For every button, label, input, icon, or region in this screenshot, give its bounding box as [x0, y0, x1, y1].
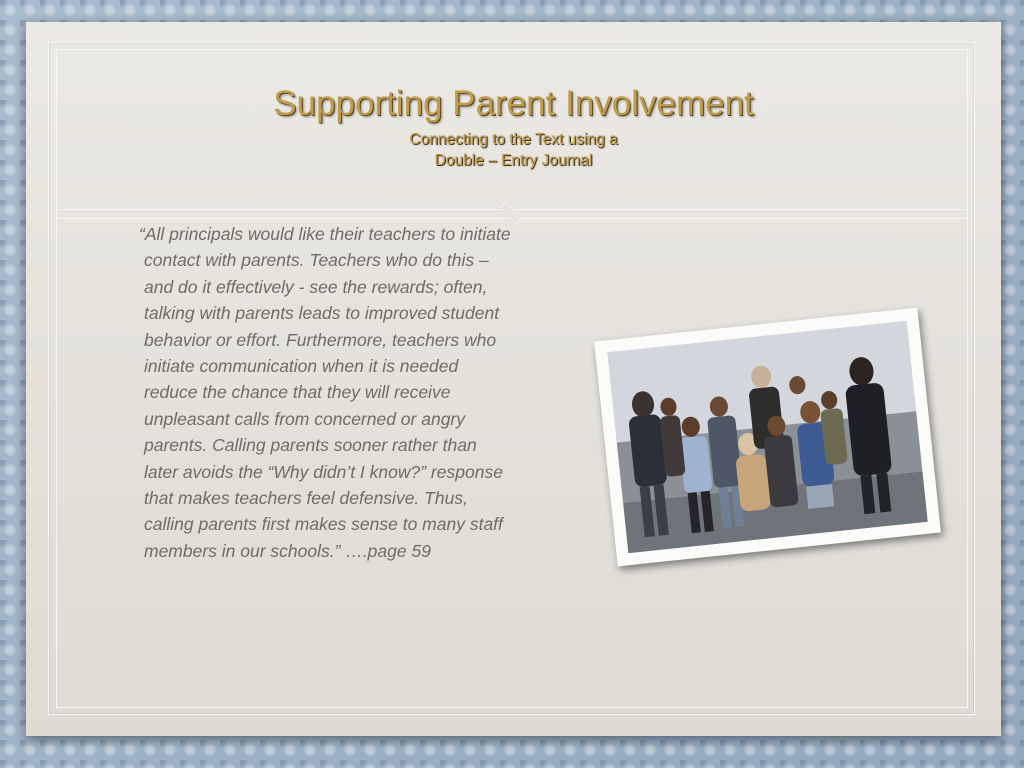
slide-title: Supporting Parent Involvement — [273, 84, 754, 123]
slide-subtitle — [26, 129, 1001, 171]
group-photo-icon — [607, 321, 927, 553]
group-photo — [607, 321, 927, 553]
slide — [26, 22, 1001, 736]
group-photo-frame — [594, 308, 941, 567]
subtitle-line-1: Connecting to the Text using a — [409, 131, 618, 148]
subtitle-line-2: Double – Entry Journal — [434, 152, 593, 169]
quote-text: “All principals would like their teachers to initiate contact with parents. Teachers who do this – and do it effectively - see the rewards; often, talking with parents leads to improved student behavior or effort. Furthermore, teachers who initiate communication when it is needed reduce the chance that they will receive unpleasant calls from concerned or angry parents. Calling parents sooner rather than later avoids the “Why didn’t I know?” response that makes teachers feel defensive. Thus, calling parents first makes sense to many staff members in our schools.” ….page 59 — [139, 224, 511, 561]
